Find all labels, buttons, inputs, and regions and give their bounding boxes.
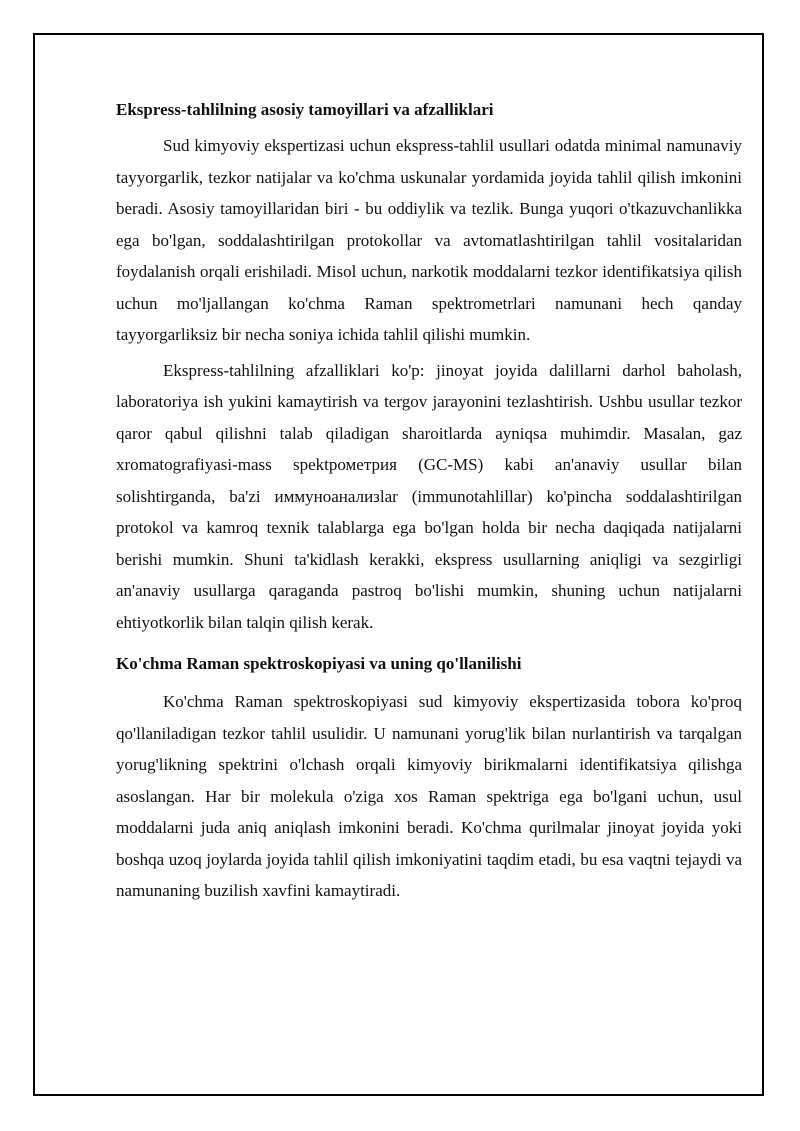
section-heading-express-analysis: Ekspress-tahlilning asosiy tamoyillari va afzalliklari	[116, 100, 494, 119]
section-heading-raman: Ko'chma Raman spektroskopiyasi va uning qo'llanilishi	[116, 654, 522, 673]
paragraph-raman: Ko'chma Raman spektroskopiyasi sud kimyoviy ekspertizasida tobora ko'proq qo'llaniladigan tezkor tahlil usulidir. U namunani yorug'lik bilan nurlantirish va tarqalgan yorug'likning spektrini o'lchash orqali kimyoviy birikmalarni identifikatsiya qilishga asoslangan. Har bir molekula o'ziga xos Raman spektriga ega bo'lgani uchun, usul moddalarni juda aniq aniqlash imkonini beradi. Ko'chma qurilmalar jinoyat joyida yoki boshqa uzoq joylarda joyida tahlil qilish imkoniyatini taqdim etadi, bu esa vaqtni tejaydi va namunaning buzilish xavfini kamaytiradi.	[116, 692, 742, 900]
paragraph-advantages: Ekspress-tahlilning afzalliklari ko'p: jinoyat joyida dalillarni darhol baholash, laboratoriya ish yukini kamaytirish va tergov jarayonini tezlashtirish. Ushbu usullar tezkor qaror qabul qilishni talab qiladigan sharoitlarda ayniqsa muhimdir. Masalan, gaz xromatografiyasi-mass spektрометрия (GC-MS) kabi an'anaviy usullar bilan solishtirganda, ba'zi иммуноанализlar (immunotahlillar) ko'pincha soddalashtirilgan protokol va kamroq texnik talablarga ega bo'lgan holda bir necha daqiqada natijalarni berishi mumkin. Shuni ta'kidlash kerakki, ekspress usullarning aniqligi va sezgirligi an'anaviy usullarga qaraganda pastroq bo'lishi mumkin, shuning uchun natijalarni ehtiyotkorlik bilan talqin qilish kerak.	[116, 360, 742, 632]
paragraph-principles: Sud kimyoviy ekspertizasi uchun ekspress-tahlil usullari odatda minimal namunaviy tayyorgarlik, tezkor natijalar va ko'chma uskunalar yordamida joyida tahlil qilish imkonini beradi. Asosiy tamoyillaridan biri - bu oddiylik va tezlik. Bunga yuqori o'tkazuvchanlikka ega bo'lgan, soddalashtirilgan protokollar va avtomatlashtirilgan tahlil vositalaridan foydalanish orqali erishiladi. Misol uchun, narkotik moddalarni tezkor identifikatsiya qilish uchun mo'ljallangan ko'chma Raman spektrometrlari namunani hech qanday tayyorgarliksiz bir necha soniya ichida tahlil qilishi mumkin.	[116, 136, 742, 344]
document-body	[116, 96, 742, 911]
